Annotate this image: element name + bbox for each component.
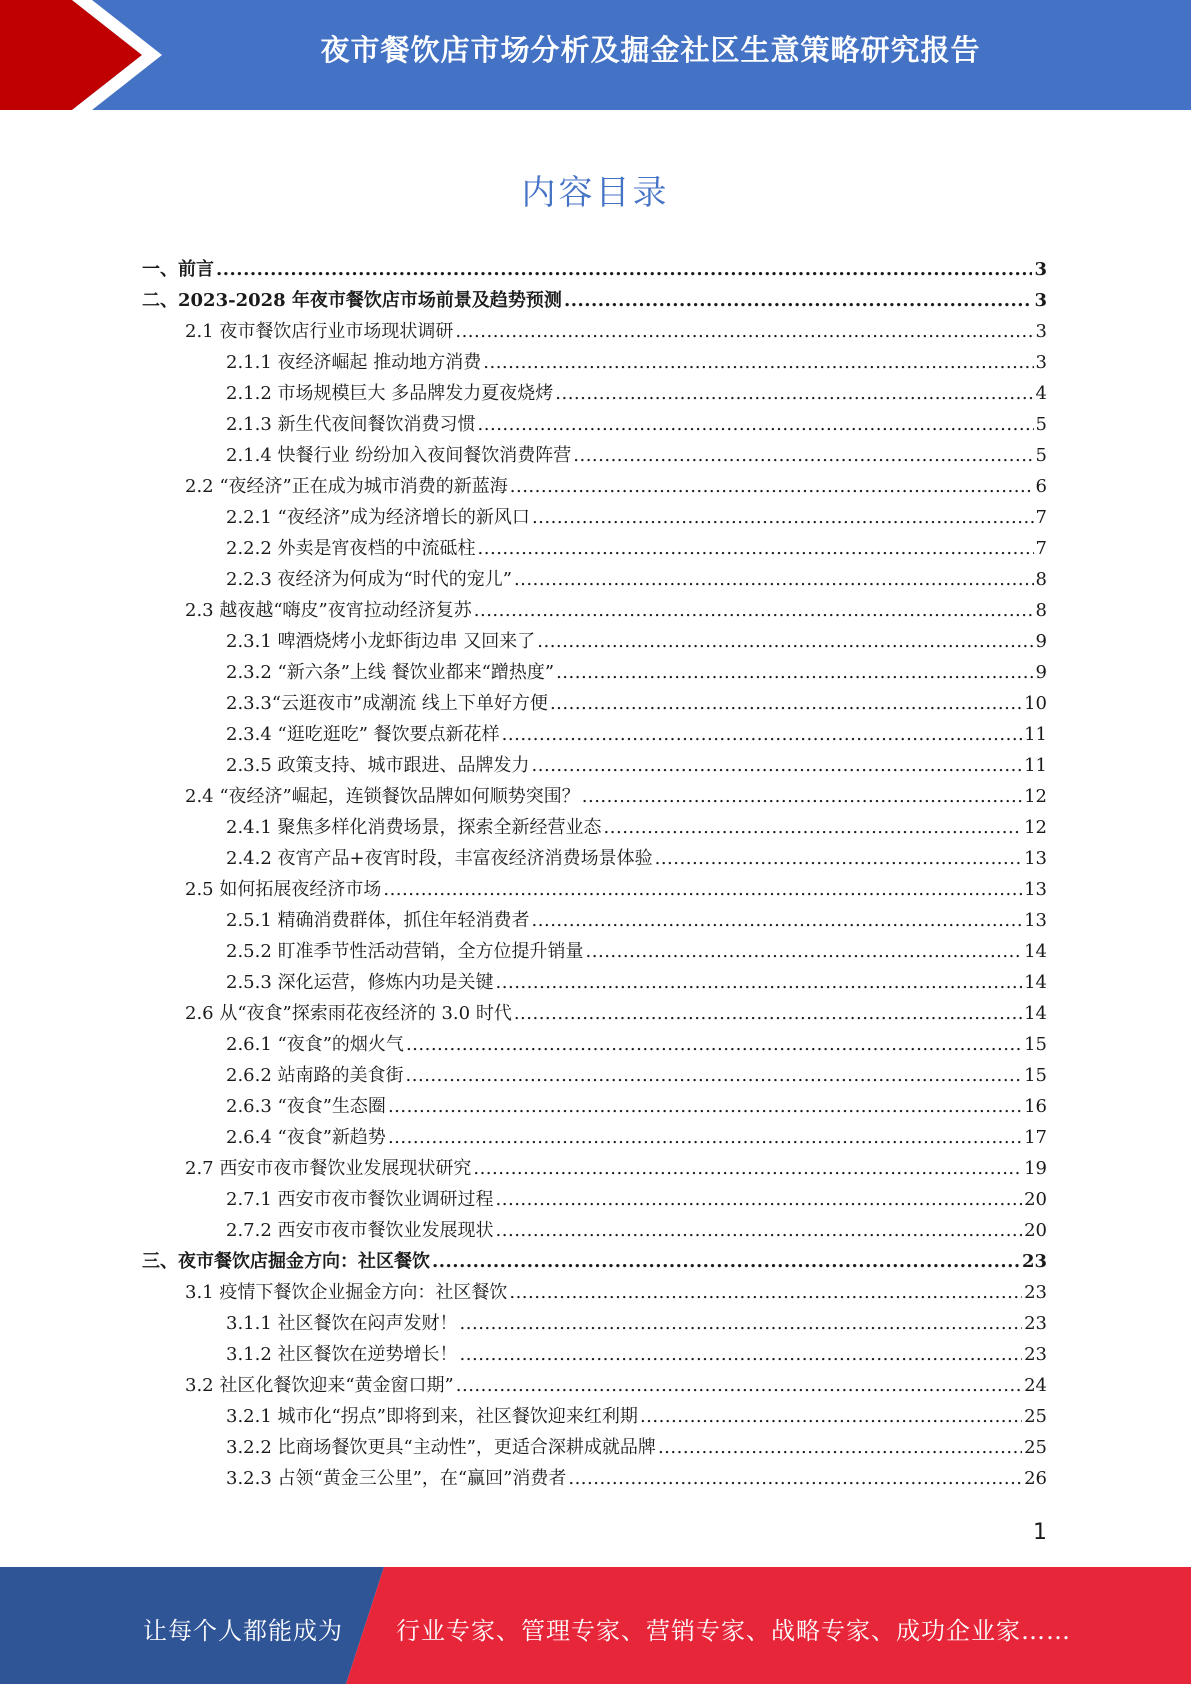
toc-entry-page: 25 (1024, 1437, 1047, 1458)
toc-entry-page: 3 (1034, 259, 1047, 280)
toc-dot-leader (532, 507, 1034, 529)
toc-entry-page: 23 (1024, 1313, 1047, 1334)
toc-entry[interactable] (226, 1090, 1047, 1118)
toc-entry-page: 23 (1021, 1251, 1047, 1272)
toc-entry[interactable] (226, 1338, 1047, 1366)
toc-dot-leader (532, 910, 1023, 932)
toc-dot-leader (456, 1375, 1022, 1397)
toc-dot-leader (496, 1220, 1023, 1242)
toc-entry[interactable] (226, 1400, 1047, 1428)
toc-entry-title: 3.1.1 社区餐饮在闷声发财！ (226, 1313, 458, 1334)
toc-dot-leader (432, 1251, 1020, 1273)
toc-entry[interactable] (226, 966, 1047, 994)
toc-entry-page: 8 (1035, 569, 1047, 590)
document-title: 夜市餐饮店市场分析及掘金社区生意策略研究报告 (320, 33, 981, 67)
toc-dot-leader (473, 1158, 1022, 1180)
toc-dot-leader (604, 817, 1023, 839)
toc-entry[interactable] (185, 1276, 1047, 1304)
toc-entry-title: 3.1 疫情下餐饮企业掘金方向：社区餐饮 (185, 1282, 508, 1303)
toc-entry[interactable] (226, 1214, 1047, 1242)
toc-entry-title: 2.2.1 “夜经济”成为经济增长的新风口 (226, 507, 530, 528)
toc-entry[interactable] (142, 1245, 1047, 1273)
toc-entry-page: 23 (1024, 1282, 1047, 1303)
toc-entry[interactable] (185, 470, 1047, 498)
toc-entry-page: 3 (1034, 290, 1047, 311)
toc-entry-page: 5 (1035, 414, 1047, 435)
toc-entry[interactable] (226, 346, 1047, 374)
toc-dot-leader (455, 321, 1033, 343)
toc-dot-leader (509, 1282, 1022, 1304)
toc-entry[interactable] (226, 1307, 1047, 1335)
toc-entry[interactable] (185, 997, 1047, 1025)
toc-entry-title: 2.1 夜市餐饮店行业市场现状调研 (185, 321, 454, 342)
toc-entry-title: 2.7.1 西安市夜市餐饮业调研过程 (226, 1189, 494, 1210)
toc-entry-title: 2.1.1 夜经济崛起 推动地方消费 (226, 352, 482, 373)
toc-entry[interactable] (226, 749, 1047, 777)
toc-dot-leader (573, 445, 1033, 467)
toc-dot-leader (555, 383, 1033, 405)
toc-heading: 内容目录 (521, 173, 670, 213)
toc-entry[interactable] (226, 904, 1047, 932)
toc-entry-page: 12 (1024, 817, 1047, 838)
toc-entry-title: 3.1.2 社区餐饮在逆势增长！ (226, 1344, 458, 1365)
toc-entry[interactable] (226, 1183, 1047, 1211)
toc-entry-title: 2.2 “夜经济”正在成为城市消费的新蓝海 (185, 476, 508, 497)
toc-entry-title: 2.2.2 外卖是宵夜档的中流砥柱 (226, 538, 476, 559)
toc-entry-title: 2.1.2 市场规模巨大 多品牌发力夏夜烧烤 (226, 383, 554, 404)
toc-entry-title: 2.1.3 新生代夜间餐饮消费习惯 (226, 414, 476, 435)
toc-entry[interactable] (185, 315, 1047, 343)
toc-entry-page: 3 (1035, 352, 1047, 373)
toc-dot-leader (510, 476, 1034, 498)
toc-dot-leader (406, 1065, 1023, 1087)
toc-entry-title: 2.4.2 夜宵产品+夜宵时段，丰富夜经济消费场景体验 (226, 848, 653, 869)
toc-entry-title: 3.2 社区化餐饮迎来“黄金窗口期” (185, 1375, 454, 1396)
toc-entry-page: 7 (1035, 538, 1047, 559)
toc-entry-title: 二、2023-2028 年夜市餐饮店市场前景及趋势预测 (142, 290, 562, 311)
toc-dot-leader (586, 941, 1023, 963)
toc-entry-title: 3.2.2 比商场餐饮更具“主动性”，更适合深耕成就品牌 (226, 1437, 656, 1458)
toc-entry-title: 2.3.3“云逛夜市”成潮流 线上下单好方便 (226, 693, 548, 714)
toc-dot-leader (496, 972, 1023, 994)
toc-entry[interactable] (226, 935, 1047, 963)
toc-entry-page: 14 (1024, 941, 1047, 962)
toc-entry-title: 2.6.2 站南路的美食街 (226, 1065, 404, 1086)
toc-entry-page: 16 (1024, 1096, 1047, 1117)
toc-entry-page: 8 (1035, 600, 1047, 621)
toc-entry[interactable] (226, 1028, 1047, 1056)
header-banner (0, 0, 1191, 110)
toc-entry[interactable] (226, 532, 1047, 560)
toc-entry-title: 2.7.2 西安市夜市餐饮业发展现状 (226, 1220, 494, 1241)
toc-entry[interactable] (226, 718, 1047, 746)
toc-entry-title: 三、夜市餐饮店掘金方向：社区餐饮 (142, 1251, 430, 1272)
toc-entry[interactable] (226, 439, 1047, 467)
toc-entry-title: 2.6.4 “夜食”新趋势 (226, 1127, 386, 1148)
toc-entry-page: 6 (1035, 476, 1047, 497)
toc-entry[interactable] (142, 284, 1047, 312)
toc-dot-leader (568, 1468, 1022, 1490)
toc-entry-page: 15 (1024, 1034, 1047, 1055)
toc-entry-title: 2.5 如何拓展夜经济市场 (185, 879, 382, 900)
toc-entry[interactable] (226, 687, 1047, 715)
toc-entry[interactable] (226, 408, 1047, 436)
toc-entry-title: 2.5.3 深化运营，修炼内功是关键 (226, 972, 494, 993)
toc-dot-leader (216, 259, 1032, 281)
toc-entry-title: 2.3.1 啤酒烧烤小龙虾街边串 又回来了 (226, 631, 536, 652)
toc-entry-page: 4 (1035, 383, 1047, 404)
toc-entry-page: 23 (1024, 1344, 1047, 1365)
toc-entry-page: 19 (1024, 1158, 1047, 1179)
toc-entry[interactable] (185, 594, 1047, 622)
toc-dot-leader (537, 631, 1033, 653)
toc-dot-leader (496, 1189, 1023, 1211)
toc-entry-page: 3 (1035, 321, 1047, 342)
toc-entry-page: 7 (1035, 507, 1047, 528)
toc-dot-leader (383, 879, 1022, 901)
toc-entry[interactable] (226, 842, 1047, 870)
toc-entry-page: 11 (1024, 755, 1047, 776)
toc-entry[interactable] (226, 563, 1047, 591)
toc-dot-leader (556, 662, 1033, 684)
toc-entry-title: 2.5.1 精确消费群体，抓住年轻消费者 (226, 910, 530, 931)
toc-dot-leader (514, 1003, 1022, 1025)
toc-entry-title: 2.3.4 “逛吃逛吃” 餐饮要点新花样 (226, 724, 500, 745)
toc-entry-page: 14 (1024, 1003, 1047, 1024)
toc-entry[interactable] (226, 625, 1047, 653)
toc-entry[interactable] (226, 811, 1047, 839)
toc-dot-leader (655, 848, 1022, 870)
toc-entry-page: 12 (1024, 786, 1047, 807)
toc-dot-leader (478, 538, 1034, 560)
toc-entry-title: 3.2.1 城市化“拐点”即将到来，社区餐饮迎来红利期 (226, 1406, 638, 1427)
toc-entry[interactable] (185, 780, 1047, 808)
toc-entry[interactable] (185, 1152, 1047, 1180)
toc-entry[interactable] (185, 1369, 1047, 1397)
toc-dot-leader (478, 414, 1034, 436)
toc-entry-title: 2.3 越夜越“嗨皮”夜宵拉动经济复苏 (185, 600, 472, 621)
toc-entry-title: 2.1.4 快餐行业 纷纷加入夜间餐饮消费阵营 (226, 445, 572, 466)
toc-dot-leader (640, 1406, 1022, 1428)
toc-entry-page: 11 (1024, 724, 1047, 745)
toc-entry-page: 9 (1035, 662, 1047, 683)
page-number: 1 (1033, 1520, 1047, 1545)
toc-entry-title: 2.7 西安市夜市餐饮业发展现状研究 (185, 1158, 472, 1179)
toc-entry[interactable] (226, 377, 1047, 405)
toc-entry-title: 3.2.3 占领“黄金三公里”，在“赢回”消费者 (226, 1468, 567, 1489)
toc-entry-page: 17 (1024, 1127, 1047, 1148)
toc-entry-page: 10 (1024, 693, 1047, 714)
footer-slogan-right: 行业专家、管理专家、营销专家、战略专家、成功企业家…… (396, 1617, 1071, 1645)
toc-dot-leader (474, 600, 1034, 622)
toc-entry-page: 24 (1024, 1375, 1047, 1396)
toc-entry-page: 13 (1024, 910, 1047, 931)
toc-dot-leader (502, 724, 1022, 746)
toc-entry[interactable] (226, 501, 1047, 529)
toc-dot-leader (658, 1437, 1022, 1459)
toc-entry[interactable] (226, 1059, 1047, 1087)
toc-entry-title: 2.2.3 夜经济为何成为“时代的宠儿” (226, 569, 512, 590)
toc-entry-page: 9 (1035, 631, 1047, 652)
toc-entry-page: 20 (1024, 1220, 1047, 1241)
footer-slogan-left: 让每个人都能成为 (143, 1617, 343, 1645)
toc-entry-title: 2.4.1 聚焦多样化消费场景，探索全新经营业态 (226, 817, 602, 838)
toc-entry[interactable] (226, 1121, 1047, 1149)
toc-entry-page: 20 (1024, 1189, 1047, 1210)
toc-dot-leader (460, 1344, 1023, 1366)
toc-entry-title: 2.6.1 “夜食”的烟火气 (226, 1034, 404, 1055)
toc-dot-leader (483, 352, 1033, 374)
toc-dot-leader (406, 1034, 1022, 1056)
toc-entry-title: 一、前言 (142, 259, 214, 280)
footer-banner (0, 1567, 1191, 1684)
toc-dot-leader (388, 1127, 1022, 1149)
toc-entry-page: 13 (1024, 848, 1047, 869)
toc-entry-page: 25 (1024, 1406, 1047, 1427)
toc-entry[interactable] (185, 873, 1047, 901)
toc-entry-title: 2.4 “夜经济”崛起，连锁餐饮品牌如何顺势突围？ (185, 786, 580, 807)
toc-dot-leader (532, 755, 1023, 777)
toc-entry-page: 13 (1024, 879, 1047, 900)
toc-entry-page: 14 (1024, 972, 1047, 993)
toc-entry-title: 2.3.2 “新六条”上线 餐饮业都来“蹭热度” (226, 662, 555, 683)
toc-entry[interactable] (142, 253, 1047, 281)
toc-dot-leader (514, 569, 1034, 591)
toc-dot-leader (582, 786, 1022, 808)
toc-dot-leader (550, 693, 1022, 715)
toc-dot-leader (564, 290, 1033, 312)
toc-dot-leader (460, 1313, 1023, 1335)
toc-entry-title: 2.6.3 “夜食”生态圈 (226, 1096, 386, 1117)
toc-entry[interactable] (226, 656, 1047, 684)
toc-entry-title: 2.3.5 政策支持、城市跟进、品牌发力 (226, 755, 530, 776)
toc-entry-title: 2.6 从“夜食”探索雨花夜经济的 3.0 时代 (185, 1003, 512, 1024)
toc-entry[interactable] (226, 1462, 1047, 1490)
toc-entry[interactable] (226, 1431, 1047, 1459)
toc-entry-title: 2.5.2 盯准季节性活动营销，全方位提升销量 (226, 941, 584, 962)
toc-entry-page: 15 (1024, 1065, 1047, 1086)
toc-dot-leader (388, 1096, 1022, 1118)
toc-entry-page: 26 (1024, 1468, 1047, 1489)
toc-entry-page: 5 (1035, 445, 1047, 466)
